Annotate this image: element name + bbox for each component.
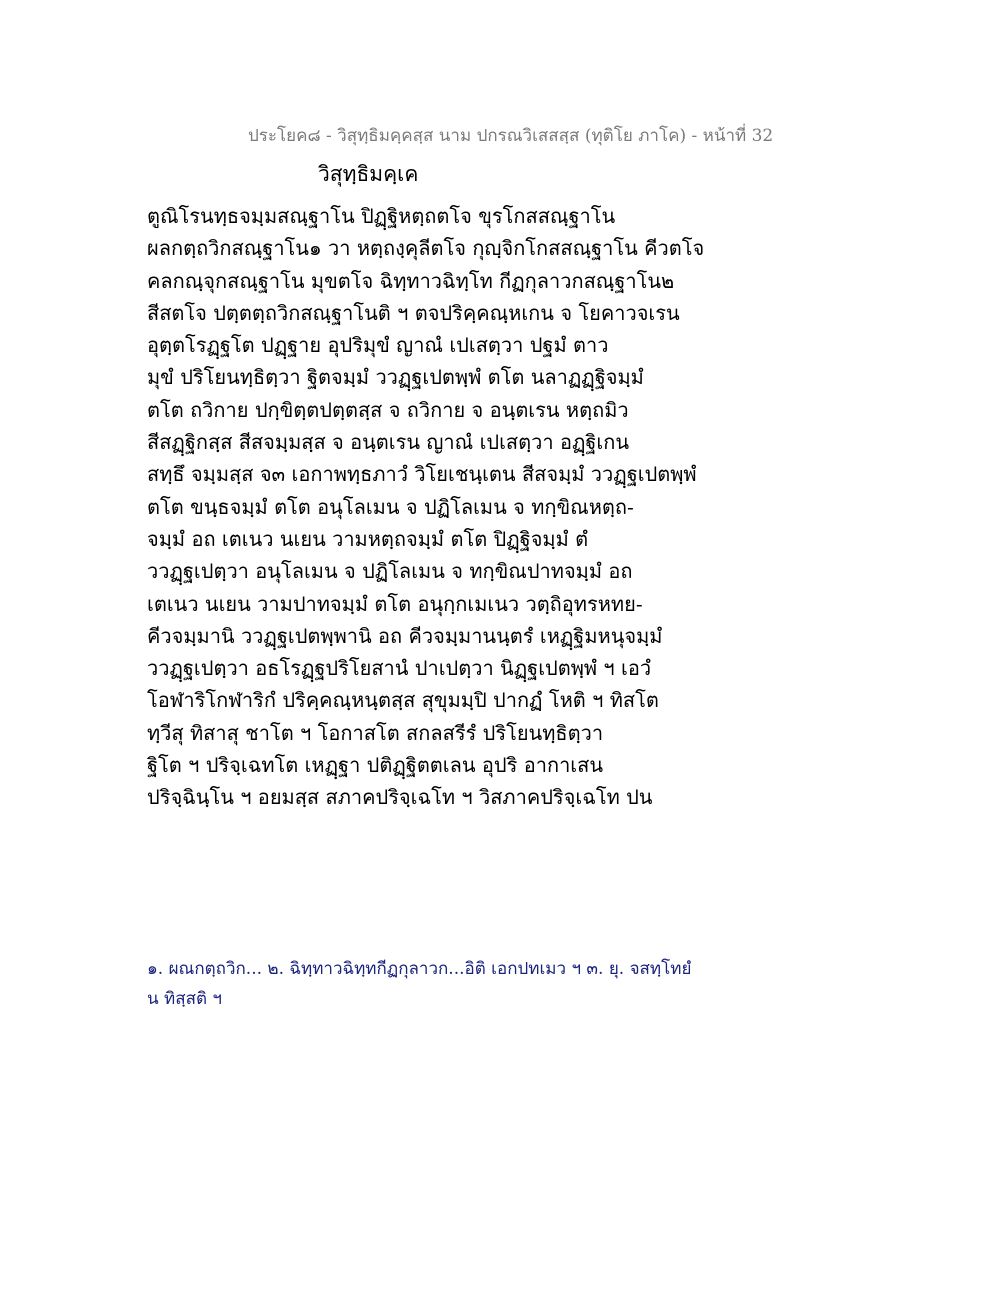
body-line: ตโต ขนฺธจมฺมํ ตโต อนุโลเมน จ ปฏิโลเมน จ ทกฺขิณหตฺถ-	[147, 494, 634, 519]
body-line: ววฏฺฐเปตฺวา อนุโลเมน จ ปฏิโลเมน จ ทกฺขิณปาทจมฺมํ อถ	[147, 559, 633, 584]
body-line: สีสตโจ ปตฺตตฺถวิกสณฺฐาโนติ ฯ ตจปริคฺคณฺหเกน จ โยคาวจเรน	[147, 300, 680, 325]
body-line: มุขํ ปริโยนทฺธิตฺวา ฐิตจมฺมํ ววฏฺฐเปตพฺพํ ตโต นลาฏฏฺฐิจมฺมํ	[147, 365, 644, 390]
body-line: อุตฺตโรฏฺฐโต ปฏฺฐาย อุปริมุขํ ญาณํ เปเสตฺวา ปฐมํ ตาว	[147, 333, 609, 358]
body-line: เตเนว นเยน วามปาทจมฺมํ ตโต อนุกฺกเมเนว วตฺถิอุทรหทย-	[147, 591, 643, 616]
footnote-line: ๑. ผณกตฺถวิก... ๒. ฉิทฺทาวฉิทฺทกีฏกุลาวก...อิติ เอกปทเมว ฯ ๓. ยุ. จสทฺโทยํ	[147, 959, 692, 979]
body-line: คีวจมฺมานิ ววฏฺฐเปตพฺพานิ อถ คีวจมฺมานนฺตรํ เหฏฺฐิมหนุจมฺมํ	[147, 623, 663, 648]
body-line: ปริจฺฉินฺโน ฯ อยมสฺส สภาคปริจฺเฉโท ฯ วิสภาคปริจฺเฉโท ปน	[147, 785, 653, 810]
footnote-line: น ทิสฺสติ ฯ	[147, 989, 222, 1009]
body-line: ฐิโต ฯ ปริจฺเฉทโต เหฏฺฐา ปติฏฺฐิตตเลน อุปริ อากาเสน	[147, 753, 604, 778]
body-line: ววฏฺฐเปตฺวา อธโรฏฺฐปริโยสานํ ปาเปตฺวา นิฏฺฐเปตพฺพํ ฯ เอวํ	[147, 656, 652, 681]
body-line: โอฬาริโกฬาริกํ ปริคฺคณฺหนฺตสฺส สุขุมมฺปิ ปากฏํ โหติ ฯ ทิสโต	[147, 688, 659, 713]
body-line: ผลกตฺถวิกสณฺฐาโน๑ วา หตฺถงฺคุลีตโจ กุญฺจิกโกสสณฺฐาโน คีวตโจ	[147, 236, 705, 261]
section-title: วิสุทฺธิมคฺเค	[318, 162, 419, 186]
body-line: จมฺมํ อถ เตเนว นเยน วามหตฺถจมฺมํ ตโต ปิฏฺฐิจมฺมํ ตํ	[147, 526, 589, 551]
body-line: ตูณิโรนทฺธจมฺมสณฺฐาโน ปิฏฺฐิหตฺถตโจ ขุรโกสสณฺฐาโน	[147, 204, 616, 228]
body-line: สทฺธึ จมฺมสฺส จ๓ เอกาพทฺธภาวํ วิโยเชนฺเตน สีสจมฺมํ ววฏฺฐเปตพฺพํ	[147, 462, 697, 487]
body-line: ตโต ถวิกาย ปกฺขิตฺตปตฺตสฺส จ ถวิกาย จ อนฺตเรน หตฺถมิว	[147, 397, 629, 422]
body-text	[147, 200, 847, 814]
footnotes	[147, 954, 847, 1014]
body-line: สีสฏฺฐิกสฺส สีสจมฺมสฺส จ อนฺตเรน ญาณํ เปเสตฺวา อฏฺฐิเกน	[147, 430, 630, 455]
body-line: ทฺวีสุ ทิสาสุ ชาโต ฯ โอกาสโต สกลสรีรํ ปริโยนทฺธิตฺวา	[147, 720, 604, 745]
body-line: คลกณฺจุกสณฺฐาโน มุขตโจ ฉิทฺทาวฉิทฺโท กีฏกุลาวกสณฺฐาโน๒	[147, 268, 675, 293]
running-header: ประโยค๘ - วิสุทฺธิมคฺคสฺส นาม ปกรณวิเสสสฺส (ทุติโย ภาโค) - หน้าที่ 32	[248, 126, 774, 146]
